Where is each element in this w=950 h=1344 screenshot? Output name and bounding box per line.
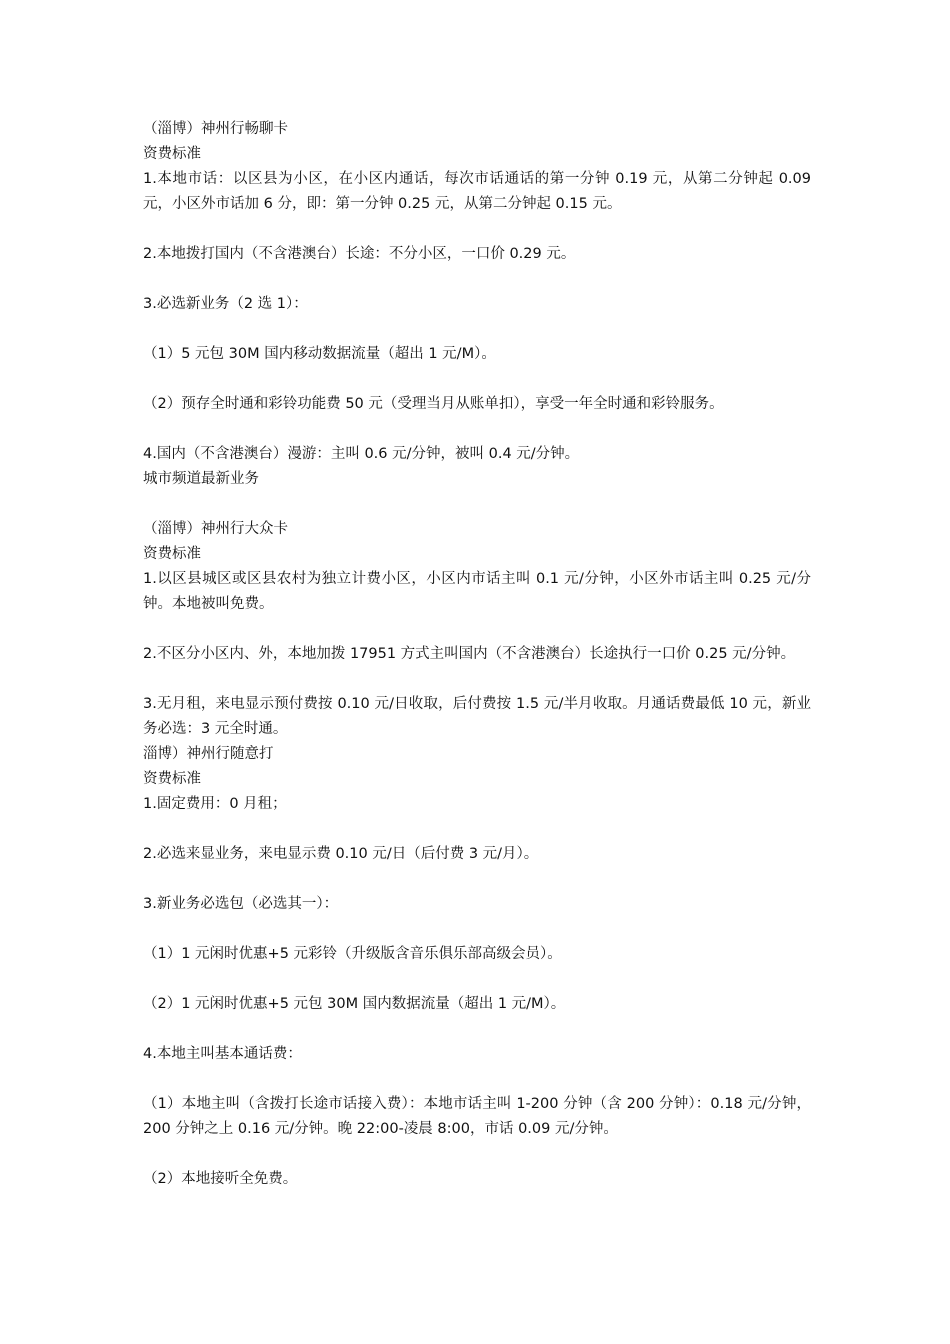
- section-title-suiyida: 淄博）神州行随意打: [143, 746, 274, 762]
- paragraph: 2.不区分小区内、外，本地加拨 17951 方式主叫国内（不含港澳台）长途执行一口价 0.25 元/分钟。: [143, 646, 796, 662]
- paragraph: 4.本地主叫基本通话费：: [143, 1046, 302, 1062]
- document-body: [143, 117, 811, 1192]
- paragraph: （2）本地接听全免费。: [143, 1171, 298, 1187]
- paragraph: 2.必选来显业务，来电显示费 0.10 元/日（后付费 3 元/月）。: [143, 846, 539, 862]
- paragraph: 1.固定费用：0 月租；: [143, 796, 287, 812]
- section-title-dazhong: （淄博）神州行大众卡: [143, 521, 288, 537]
- paragraph: 1.本地市话：以区县为小区，在小区内通话，每次市话通话的第一分钟 0.19 元，从第二分钟起 0.09 元，小区外市话加 6 分，即：第一分钟 0.25 元，从第二分钟起 0.15 元。: [143, 171, 811, 212]
- paragraph: 4.国内（不含港澳台）漫游：主叫 0.6 元/分钟，被叫 0.4 元/分钟。: [143, 446, 580, 462]
- paragraph: （1）5 元包 30M 国内移动数据流量（超出 1 元/M）。: [143, 346, 496, 362]
- paragraph: （1）本地主叫（含拨打长途市话接入费）：本地市话主叫 1-200 分钟（含 200 分钟）：0.18 元/分钟，200 分钟之上 0.16 元/分钟。晚 22:00-凌晨 8:00，市话 0.09 元/分钟。: [143, 1096, 811, 1137]
- paragraph: 3.无月租，来电显示预付费按 0.10 元/日收取，后付费按 1.5 元/半月收取。月通话费最低 10 元，新业务必选：3 元全时通。: [143, 696, 811, 737]
- section-subtitle: 资费标准: [143, 146, 201, 162]
- section-footer: 城市频道最新业务: [143, 471, 259, 487]
- paragraph: 3.必选新业务（2 选 1）：: [143, 296, 308, 312]
- section-subtitle: 资费标准: [143, 771, 201, 787]
- paragraph: （1）1 元闲时优惠+5 元彩铃（升级版含音乐俱乐部高级会员）。: [143, 946, 562, 962]
- section-subtitle: 资费标准: [143, 546, 201, 562]
- paragraph: 3.新业务必选包（必选其一）：: [143, 896, 339, 912]
- paragraph: （2）预存全时通和彩铃功能费 50 元（受理当月从账单扣），享受一年全时通和彩铃服务。: [143, 396, 724, 412]
- paragraph: 2.本地拨打国内（不含港澳台）长途：不分小区，一口价 0.29 元。: [143, 246, 576, 262]
- paragraph: 1.以区县城区或区县农村为独立计费小区，小区内市话主叫 0.1 元/分钟，小区外市话主叫 0.25 元/分钟。本地被叫免费。: [143, 571, 811, 612]
- paragraph: （2）1 元闲时优惠+5 元包 30M 国内数据流量（超出 1 元/M）。: [143, 996, 566, 1012]
- section-title-changliao: （淄博）神州行畅聊卡: [143, 121, 288, 137]
